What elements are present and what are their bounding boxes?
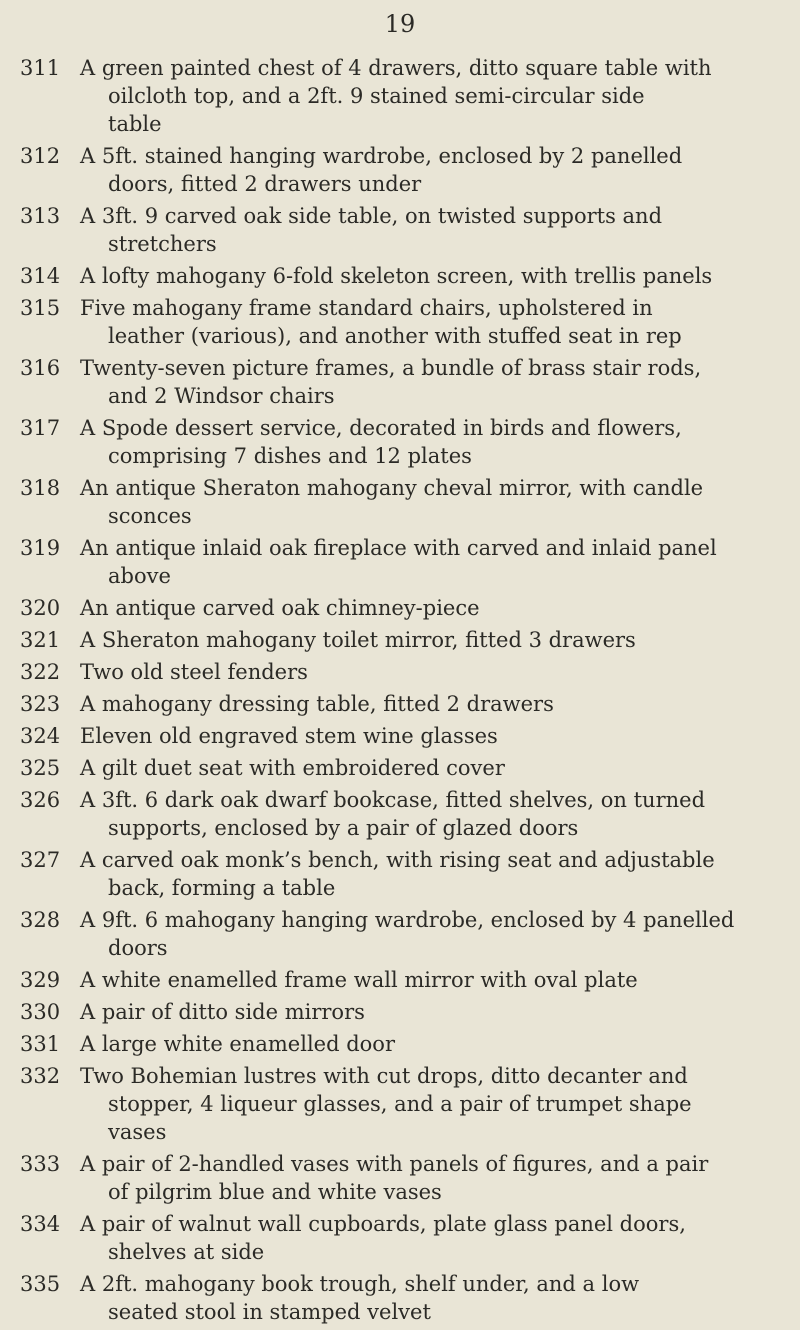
lot-description (80, 1062, 770, 1146)
lot-description-line: A green painted chest of 4 drawers, ditto square table with (80, 56, 712, 80)
lot-description (80, 1030, 770, 1058)
lot-number: 335 (20, 1272, 61, 1296)
lot-number: 317 (20, 416, 61, 440)
lot-description (80, 414, 770, 470)
lot-entry (0, 142, 800, 198)
lot-description-line: stretchers (108, 232, 217, 256)
lot-entry (0, 414, 800, 470)
lot-number: 312 (20, 144, 61, 168)
lot-number: 314 (20, 264, 61, 288)
lot-description (80, 262, 770, 290)
lot-number: 320 (20, 596, 61, 620)
lot-entry (0, 846, 800, 902)
lot-description (80, 54, 770, 138)
lot-description (80, 754, 770, 782)
lot-description-line: Two Bohemian lustres with cut drops, ditto decanter and (80, 1064, 688, 1088)
lot-entry (0, 54, 800, 138)
lot-entry (0, 754, 800, 782)
lot-description-line: A 3ft. 9 carved oak side table, on twisted supports and (80, 204, 663, 228)
lot-number: 323 (20, 692, 61, 716)
lot-description-line: Eleven old engraved stem wine glasses (80, 724, 498, 748)
lot-description (80, 786, 770, 842)
lot-description-line: sconces (108, 504, 192, 528)
lot-description-line: A gilt duet seat with embroidered cover (80, 756, 505, 780)
lot-description (80, 906, 770, 962)
lot-description-line: A Spode dessert service, decorated in birds and flowers, (80, 416, 682, 440)
lot-number: 319 (20, 536, 61, 560)
lot-list (0, 54, 800, 1330)
lot-description-line: shelves at side (108, 1240, 265, 1264)
lot-description-line: Two old steel fenders (80, 660, 308, 684)
lot-entry (0, 1030, 800, 1058)
lot-description-line: of pilgrim blue and white vases (108, 1180, 442, 1204)
lot-description-line: doors (108, 936, 168, 960)
lot-number: 315 (20, 296, 61, 320)
lot-description (80, 354, 770, 410)
lot-description-line: A lofty mahogany 6-fold skeleton screen, with trellis panels (80, 264, 713, 288)
lot-entry (0, 722, 800, 750)
lot-description-line: An antique carved oak chimney-piece (80, 596, 480, 620)
lot-number: 329 (20, 968, 61, 992)
lot-description-line: Five mahogany frame standard chairs, upholstered in (80, 296, 653, 320)
lot-description (80, 690, 770, 718)
lot-entry (0, 294, 800, 350)
lot-description-line: table (108, 112, 162, 136)
lot-description (80, 594, 770, 622)
lot-description (80, 142, 770, 198)
lot-entry (0, 594, 800, 622)
lot-number: 326 (20, 788, 61, 812)
lot-description-line: comprising 7 dishes and 12 plates (108, 444, 472, 468)
lot-description-line: A 5ft. stained hanging wardrobe, enclosed by 2 panelled (80, 144, 683, 168)
lot-description (80, 294, 770, 350)
lot-description-line: vases (108, 1120, 167, 1144)
lot-entry (0, 626, 800, 654)
lot-description (80, 658, 770, 686)
lot-description-line: oilcloth top, and a 2ft. 9 stained semi-circular side (108, 84, 645, 108)
lot-description-line: and 2 Windsor chairs (108, 384, 335, 408)
lot-description-line: A 2ft. mahogany book trough, shelf under, and a low (80, 1272, 640, 1296)
lot-description-line: An antique inlaid oak fireplace with carved and inlaid panel (80, 536, 717, 560)
lot-description-line: doors, fitted 2 drawers under (108, 172, 422, 196)
lot-description-line: leather (various), and another with stuffed seat in rep (108, 324, 682, 348)
lot-number: 327 (20, 848, 61, 872)
lot-description (80, 474, 770, 530)
lot-description-line: stopper, 4 liqueur glasses, and a pair of trumpet shape (108, 1092, 692, 1116)
lot-entry (0, 262, 800, 290)
page-number: 19 (384, 10, 416, 38)
lot-entry (0, 998, 800, 1026)
lot-entry (0, 534, 800, 590)
lot-entry (0, 1210, 800, 1266)
lot-description (80, 1150, 770, 1206)
lot-description (80, 534, 770, 590)
lot-description (80, 998, 770, 1026)
lot-description-line: An antique Sheraton mahogany cheval mirror, with candle (80, 476, 704, 500)
lot-entry (0, 906, 800, 962)
lot-description-line: A 9ft. 6 mahogany hanging wardrobe, enclosed by 4 panelled (80, 908, 735, 932)
lot-description-line: A pair of ditto side mirrors (80, 1000, 365, 1024)
lot-description-line: A pair of 2-handled vases with panels of figures, and a pair (80, 1152, 709, 1176)
lot-number: 321 (20, 628, 61, 652)
lot-description-line: back, forming a table (108, 876, 336, 900)
lot-entry (0, 966, 800, 994)
lot-number: 331 (20, 1032, 61, 1056)
lot-entry (0, 658, 800, 686)
lot-description-line: A large white enamelled door (80, 1032, 395, 1056)
lot-number: 316 (20, 356, 61, 380)
lot-entry (0, 786, 800, 842)
lot-entry (0, 1150, 800, 1206)
lot-description-line: A carved oak monk’s bench, with rising seat and adjustable (80, 848, 715, 872)
lot-number: 313 (20, 204, 61, 228)
lot-description-line: A white enamelled frame wall mirror with oval plate (80, 968, 638, 992)
lot-number: 311 (20, 56, 61, 80)
lot-number: 325 (20, 756, 61, 780)
lot-description-line: above (108, 564, 171, 588)
lot-description-line: A 3ft. 6 dark oak dwarf bookcase, fitted shelves, on turned (80, 788, 706, 812)
lot-description (80, 1210, 770, 1266)
lot-number: 333 (20, 1152, 61, 1176)
lot-entry (0, 354, 800, 410)
lot-number: 318 (20, 476, 61, 500)
lot-entry (0, 690, 800, 718)
lot-number: 324 (20, 724, 61, 748)
lot-entry (0, 202, 800, 258)
lot-entry (0, 1270, 800, 1326)
lot-description (80, 626, 770, 654)
lot-description-line: A mahogany dressing table, fitted 2 drawers (80, 692, 554, 716)
lot-description-line: seated stool in stamped velvet (108, 1300, 431, 1324)
lot-description-line: supports, enclosed by a pair of glazed doors (108, 816, 579, 840)
lot-number: 328 (20, 908, 61, 932)
lot-description-line: A pair of walnut wall cupboards, plate glass panel doors, (80, 1212, 686, 1236)
lot-entry (0, 474, 800, 530)
lot-description (80, 846, 770, 902)
lot-description (80, 722, 770, 750)
lot-number: 322 (20, 660, 61, 684)
lot-number: 334 (20, 1212, 61, 1236)
lot-entry (0, 1062, 800, 1146)
lot-description-line: Twenty-seven picture frames, a bundle of brass stair rods, (80, 356, 702, 380)
lot-description (80, 202, 770, 258)
lot-description (80, 966, 770, 994)
lot-description (80, 1270, 770, 1326)
lot-number: 330 (20, 1000, 61, 1024)
lot-number: 332 (20, 1064, 61, 1088)
lot-description-line: A Sheraton mahogany toilet mirror, fitted 3 drawers (80, 628, 636, 652)
